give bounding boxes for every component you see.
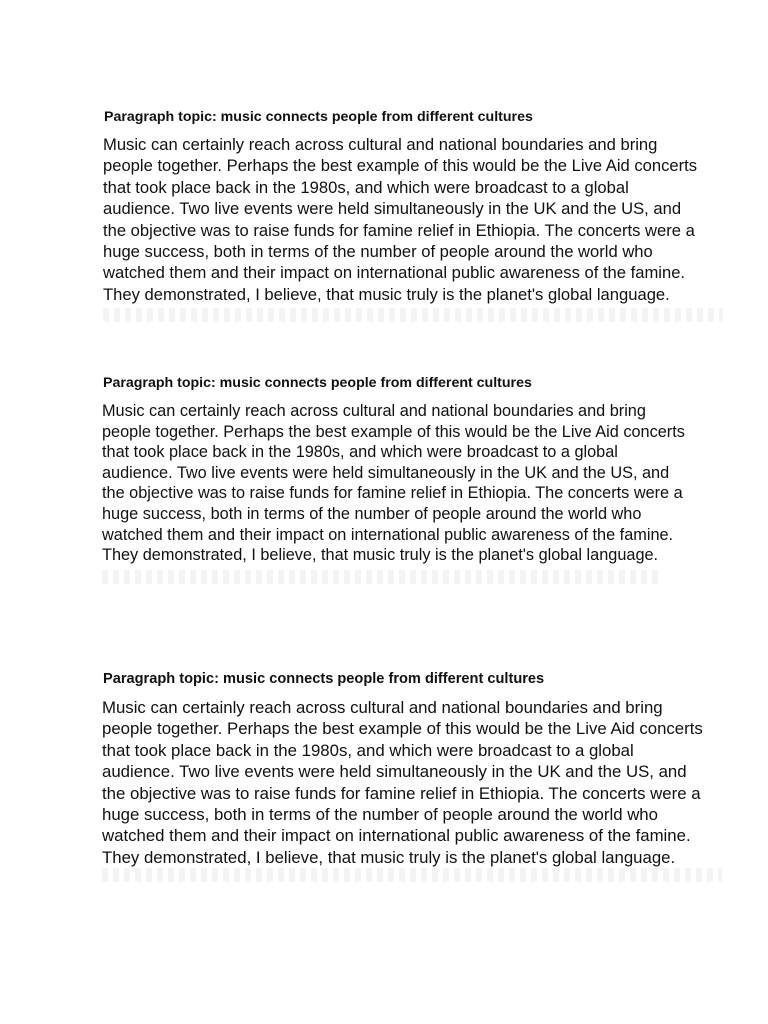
paragraph-line: watched them and their impact on international public awareness of the famine. (102, 826, 691, 846)
paragraph-line: the objective was to raise funds for famine relief in Ethiopia. The concerts were a (102, 484, 683, 503)
paragraph-line: that took place back in the 1980s, and which were broadcast to a global (102, 740, 634, 760)
paragraph-line: Music can certainly reach across cultural and national boundaries and bring (103, 135, 658, 154)
paragraph-line: They demonstrated, I believe, that music truly is the planet's global language. (102, 546, 659, 565)
paragraph-line: people together. Perhaps the best example of this would be the Live Aid concerts (102, 719, 703, 739)
paragraph-line: the objective was to raise funds for famine relief in Ethiopia. The concerts were a (102, 783, 701, 803)
paragraph-topic-heading: Paragraph topic: music connects people from different cultures (103, 671, 545, 687)
faint-bleed-through-text (102, 570, 662, 584)
faint-bleed-through-text (102, 868, 722, 882)
paragraph-topic-heading: Paragraph topic: music connects people from different cultures (103, 375, 532, 391)
paragraph-line: the objective was to raise funds for famine relief in Ethiopia. The concerts were a (103, 220, 695, 240)
paragraph-line: Music can certainly reach across cultural and national boundaries and bring (102, 698, 663, 717)
paragraph-body (102, 697, 703, 868)
paragraph-line: watched them and their impact on international public awareness of the famine. (103, 263, 686, 283)
paragraph-line: that took place back in the 1980s, and which were broadcast to a global (103, 177, 629, 197)
paragraph-body (103, 134, 697, 305)
paragraph-line: audience. Two live events were held simultaneously in the UK and the US, and (102, 463, 670, 482)
paragraph-line: that took place back in the 1980s, and which were broadcast to a global (102, 443, 618, 462)
paragraph-body (102, 401, 685, 566)
paragraph-line: watched them and their impact on international public awareness of the famine. (102, 525, 674, 544)
paragraph-line: huge success, both in terms of the number of people around the world who (102, 805, 658, 825)
paragraph-topic-heading: Paragraph topic: music connects people from different cultures (104, 109, 533, 125)
paragraph-line: people together. Perhaps the best example of this would be the Live Aid concerts (103, 156, 698, 176)
paragraph-line: audience. Two live events were held simultaneously in the UK and the US, and (103, 199, 682, 219)
paragraph-line: They demonstrated, I believe, that music truly is the planet's global language. (103, 284, 670, 304)
paragraph-line: huge success, both in terms of the number of people around the world who (103, 242, 653, 262)
paragraph-line: people together. Perhaps the best example of this would be the Live Aid concerts (102, 422, 685, 441)
faint-bleed-through-text (103, 308, 723, 322)
paragraph-line: Music can certainly reach across cultural and national boundaries and bring (102, 402, 646, 420)
paragraph-line: huge success, both in terms of the number of people around the world who (102, 504, 642, 523)
paragraph-line: They demonstrated, I believe, that music truly is the planet's global language. (102, 847, 676, 867)
paragraph-line: audience. Two live events were held simultaneously in the UK and the US, and (102, 762, 687, 782)
